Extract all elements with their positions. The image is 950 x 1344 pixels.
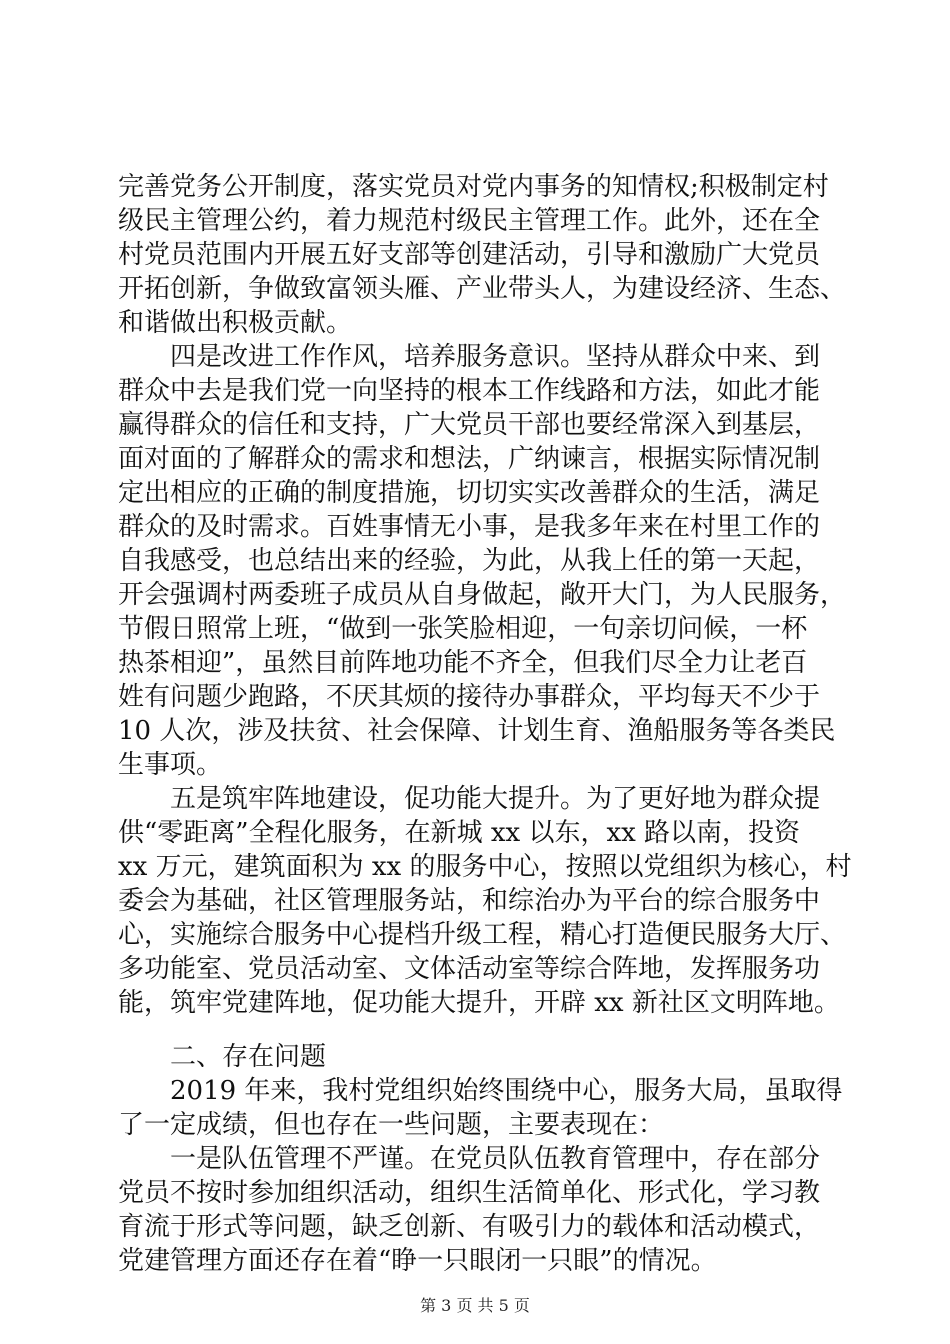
text-line: 供“零距离”全程化服务，在新城 xx 以东，xx 路以南，投资 (118, 818, 801, 848)
text-line: 群众中去是我们党一向坚持的根本工作线路和方法，如此才能 (118, 376, 821, 406)
text-line: 党建管理方面还存在着“睁一只眼闭一只眼”的情况。 (118, 1246, 717, 1276)
text-line: 党员不按时参加组织活动，组织生活简单化、形式化，学习教 (118, 1178, 821, 1208)
text-line: 自我感受，也总结出来的经验，为此，从我上任的第一天起， (118, 546, 821, 576)
text-line: 村党员范围内开展五好支部等创建活动，引导和激励广大党员 (118, 240, 821, 270)
text-line: 能，筑牢党建阵地，促功能大提升，开辟 xx 新社区文明阵地。 (118, 988, 840, 1018)
paragraph-start-line: 一是队伍管理不严谨。在党员队伍教育管理中，存在部分 (118, 1144, 821, 1174)
text-line: 群众的及时需求。百姓事情无小事，是我多年来在村里工作的 (118, 512, 821, 542)
text-line: 心，实施综合服务中心提档升级工程，精心打造便民服务大厅、 (118, 920, 847, 950)
page-number-footer: 第 3 页 共 5 页 (420, 1296, 530, 1315)
text-line: 多功能室、党员活动室、文体活动室等综合阵地，发挥服务功 (118, 954, 821, 984)
paragraph-start-line: 四是改进工作作风，培养服务意识。坚持从群众中来、到 (118, 342, 821, 372)
paragraph-start-line: 2019 年来，我村党组织始终围绕中心，服务大局，虽取得 (118, 1076, 843, 1106)
text-line: 10 人次，涉及扶贫、社会保障、计划生育、渔船服务等各类民 (118, 716, 836, 746)
text-line: 姓有问题少跑路，不厌其烦的接待办事群众，平均每天不少于 (118, 682, 821, 712)
text-line: 赢得群众的信任和支持，广大党员干部也要经常深入到基层， (118, 410, 821, 440)
text-line: 开拓创新，争做致富领头雁、产业带头人，为建设经济、生态、 (118, 274, 847, 304)
text-line: 节假日照常上班，“做到一张笑脸相迎，一句亲切问候，一杯 (118, 614, 808, 644)
text-line: 级民主管理公约，着力规范村级民主管理工作。此外，还在全 (118, 206, 821, 236)
text-line: 定出相应的正确的制度措施，切切实实改善群众的生活，满足 (118, 478, 821, 508)
text-line: 热茶相迎”，虽然目前阵地功能不齐全，但我们尽全力让老百 (118, 648, 808, 678)
text-line: 完善党务公开制度，落实党员对党内事务的知情权;积极制定村 (118, 172, 829, 202)
text-line: 委会为基础，社区管理服务站，和综治办为平台的综合服务中 (118, 886, 821, 916)
text-line: 了一定成绩，但也存在一些问题，主要表现在： (118, 1110, 665, 1140)
text-line: 面对面的了解群众的需求和想法，广纳谏言，根据实际情况制 (118, 444, 821, 474)
text-line: 育流于形式等问题，缺乏创新、有吸引力的载体和活动模式， (118, 1212, 821, 1242)
text-line: 生事项。 (118, 750, 223, 780)
text-line: 和谐做出积极贡献。 (118, 308, 353, 338)
text-line: 开会强调村两委班子成员从自身做起，敞开大门，为人民服务， (118, 580, 847, 610)
section-heading: 二、存在问题 (118, 1042, 327, 1072)
paragraph-start-line: 五是筑牢阵地建设，促功能大提升。为了更好地为群众提 (118, 784, 821, 814)
text-line: xx 万元，建筑面积为 xx 的服务中心，按照以党组织为核心，村 (118, 852, 852, 882)
